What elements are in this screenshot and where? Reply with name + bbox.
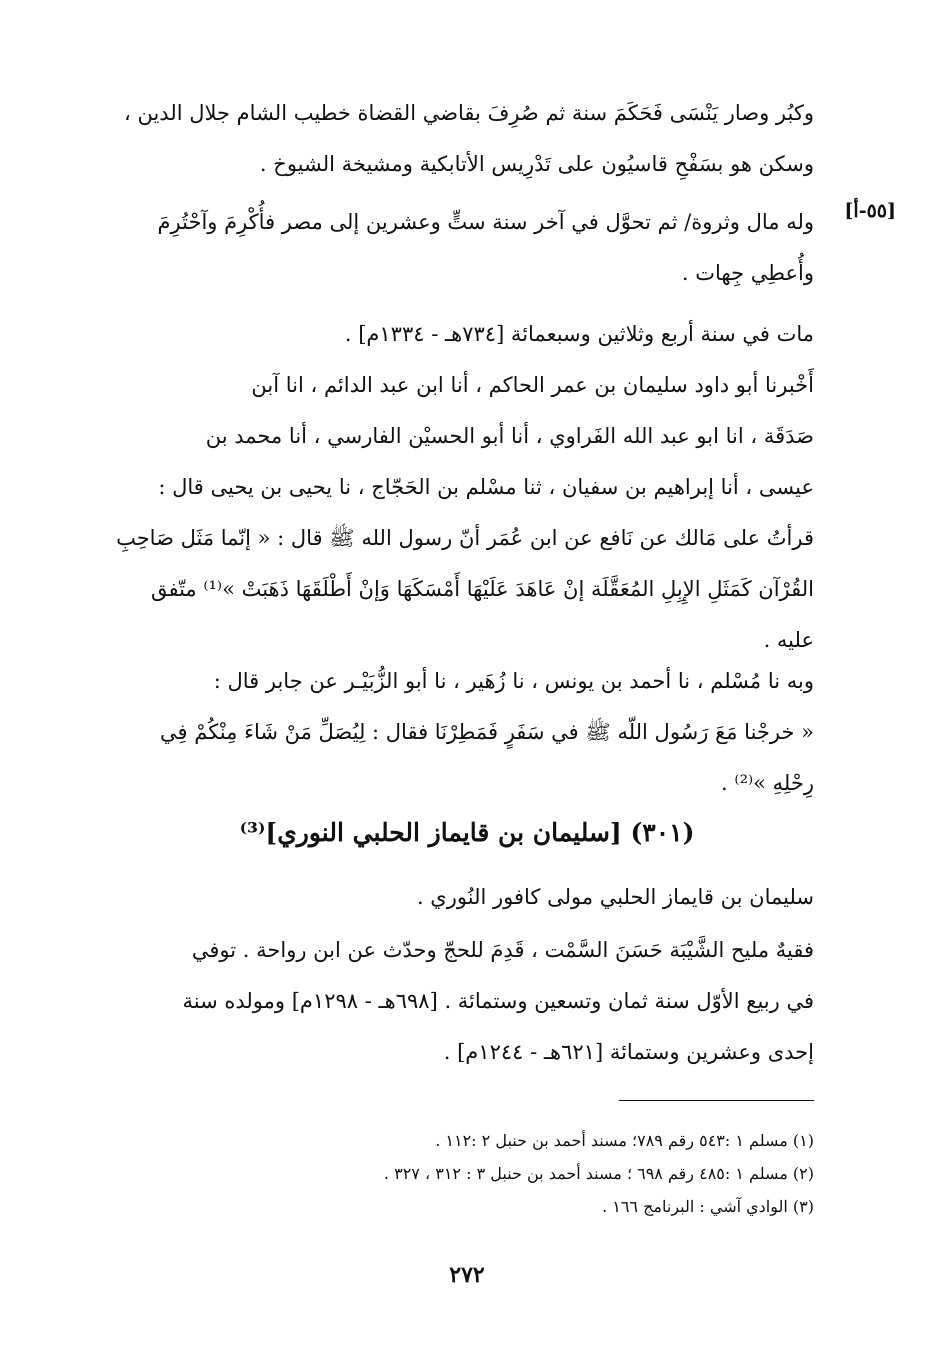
paragraph-hadith-two	[70, 656, 814, 809]
entry-heading: (٣٠١) [سليمان بن قايماز الحلبي النوري]⁽³⁾	[239, 818, 695, 847]
footnote-separator	[619, 1100, 814, 1101]
text-line: في ربيع الأوّل سنة ثمان وتسعين وستمائة . [٦٩٨هـ - ١٢٩٨م] ومولده سنة	[182, 989, 814, 1013]
footnote: (٢) مسلم ١ :٤٨٥ رقم ٦٩٨ ؛ مسند أحمد بن حنبل ٣ : ٣١٢ ، ٣٢٧ .	[383, 1164, 814, 1183]
footnote: (٣) الوادي آشي : البرنامج ١٦٦ .	[602, 1197, 814, 1216]
paragraph-hadith-one	[70, 360, 814, 666]
footnotes	[70, 1124, 814, 1223]
page-number: ٢٧٢	[449, 1262, 485, 1288]
text-line: سليمان بن قايماز الحلبي مولى كافور النُوري .	[416, 885, 814, 909]
text-line: وأُعطِي جِهات .	[681, 261, 814, 285]
paragraph-death	[70, 309, 814, 360]
margin-folio-reference: [٥٥-أ]	[844, 200, 896, 222]
text-line: إحدى وعشرين وستمائة [٦٢١هـ - ١٢٤٤م] .	[443, 1040, 814, 1064]
text-line: وسكن هو بسَفْحِ قاسيُون على تَدْرِيس الأتابكية ومشيخة الشيوخ .	[259, 152, 814, 176]
text-line: وكبُر وصار يَنْسَى فَحَكَمَ سنة ثم صُرِفَ بقاضي القضاة خطيب الشام جلال الدين ،	[124, 101, 814, 125]
footnote: (١) مسلم ١ :٥٤٣ رقم ٧٨٩؛ مسند أحمد بن حنبل ٢ :١١٢ .	[435, 1131, 814, 1150]
text-line: فقيهٌ مليح الشَّيْبَة حَسَنَ السَّمْت ، قَدِمَ للحجّ وحدّث عن ابن رواحة . توفي	[191, 938, 814, 962]
paragraph-entry-bio	[70, 925, 814, 1078]
paragraph-wealth	[70, 197, 814, 299]
paragraph-career	[70, 88, 814, 190]
paragraph-entry-name	[70, 872, 814, 923]
text-line: « خرجْنا مَعَ رَسُول اللّه ﷺ في سَفَرٍ فَمَطِرْنَا فقال : لِيُصَلِّ مَنْ شَاءَ مِنْكُمْ فِي	[160, 720, 814, 744]
text-line: عليه .	[763, 628, 814, 652]
text-line: قرأتُ على مَالك عن نَافع عن ابن عُمَر أنّ رسول الله ﷺ قال : « إنّما مَثَل صَاحِبِ	[116, 526, 814, 550]
text-line: القُرْآن كَمَثَلِ الإِبِلِ المُعَقَّلَة إنْ عَاهَدَ عَلَيْهَا أَمْسَكَهَا وَإنْ أَطْلَقَهَا ذَهَبَتْ »⁽¹⁾ متّفق	[150, 577, 814, 601]
text-line: عيسى ، أنا إبراهيم بن سفيان ، ثنا مسْلم بن الحَجّاج ، نا يحيى بن يحيى قال :	[158, 475, 814, 499]
text-line: مات في سنة أربع وثلاثين وسبعمائة [٧٣٤هـ - ١٣٣٤م] .	[344, 322, 814, 346]
text-line: وله مال وثروة/ ثم تحوَّل في آخر سنة ستٍّ وعشرين إلى مصر فأُكْرِمَ وآحْتُرِمَ	[157, 210, 814, 234]
text-line: رِحْلِهِ »⁽²⁾ .	[721, 771, 814, 795]
text-line: وبه نا مُسْلم ، نا أحمد بن يونس ، نا زُهَير ، نا أبو الزُّبَيْـر عن جابر قال :	[213, 669, 814, 693]
text-line: صَدَقَة ، انا ابو عبد الله الفَراوي ، أنا أبو الحسيْن الفارسي ، أنا محمد بن	[205, 424, 814, 448]
text-line: أَخْبرنا أبو داود سليمان بن عمر الحاكم ، أنا ابن عبد الدائم ، انا آبن	[251, 373, 814, 397]
